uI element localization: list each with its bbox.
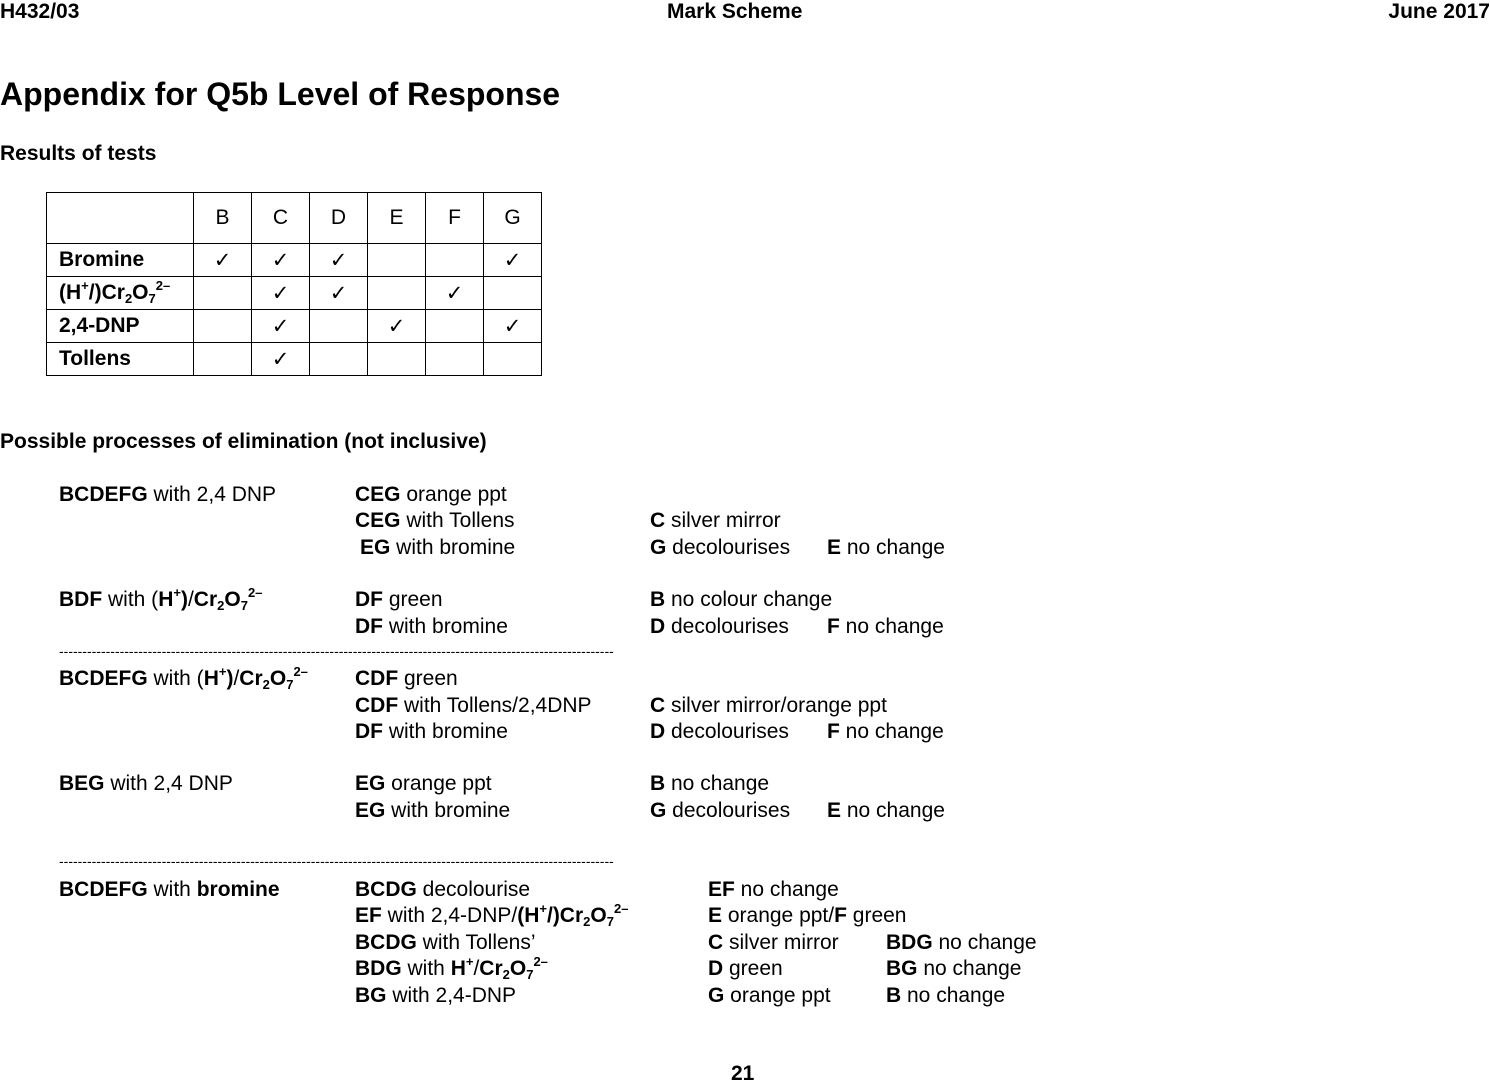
- check-cell: [368, 343, 426, 376]
- process-result: BDG with $H^+/Cr_2O_7^{2-}$: [355, 954, 548, 982]
- column-header: G: [484, 193, 542, 244]
- page-number: 21: [731, 1062, 755, 1085]
- process-result: E no change: [827, 536, 945, 559]
- table-row: [47, 343, 542, 376]
- table-row: [47, 244, 542, 277]
- process-result: DF with bromine: [355, 720, 508, 743]
- check-cell: [194, 343, 252, 376]
- table-row: [47, 310, 542, 343]
- check-cell: [484, 343, 542, 376]
- row-label: Tollens: [47, 343, 194, 376]
- process-result: E no change: [827, 799, 945, 822]
- column-header: E: [368, 193, 426, 244]
- check-cell: [484, 277, 542, 310]
- check-cell: [194, 310, 252, 343]
- process-result: CDF green: [355, 667, 458, 690]
- check-cell: [368, 244, 426, 277]
- check-mark-cell: ✓: [310, 244, 368, 277]
- check-cell: [194, 277, 252, 310]
- check-cell: [310, 310, 368, 343]
- check-mark-cell: ✓: [484, 244, 542, 277]
- page-title: Appendix for Q5b Level of Response: [0, 76, 561, 112]
- check-mark-cell: ✓: [368, 310, 426, 343]
- check-cell: [368, 277, 426, 310]
- process-result: BCDG decolourise: [355, 878, 531, 901]
- dashed-separator: -----------------------------------------------------------------------------------------------------------------------: [59, 643, 614, 659]
- row-label: $(H^+/)Cr_2O_7^{2-}$: [47, 277, 194, 310]
- processes-heading: Possible processes of elimination (not inclusive): [0, 430, 487, 453]
- row-label: 2,4-DNP: [47, 310, 194, 343]
- process-step: BEG with 2,4 DNP: [59, 772, 233, 795]
- process-step: BCDEFG with 2,4 DNP: [59, 483, 277, 506]
- check-cell: [426, 310, 484, 343]
- column-header: C: [252, 193, 310, 244]
- process-result: BDG no change: [886, 931, 1037, 954]
- check-mark-cell: ✓: [194, 244, 252, 277]
- process-result: C silver mirror: [650, 509, 781, 532]
- process-result: DF green: [355, 588, 443, 611]
- dashed-separator: -----------------------------------------------------------------------------------------------------------------------: [59, 853, 614, 869]
- check-mark-cell: ✓: [252, 244, 310, 277]
- process-result: D green: [708, 957, 783, 980]
- process-result: BCDG with Tollens’: [355, 931, 536, 954]
- row-label: Bromine: [47, 244, 194, 277]
- results-heading: Results of tests: [0, 142, 157, 165]
- check-cell: [310, 343, 368, 376]
- process-result: DF with bromine: [355, 615, 508, 638]
- process-step: BCDEFG with bromine: [59, 878, 280, 901]
- table-row: [47, 277, 542, 310]
- check-mark-cell: ✓: [484, 310, 542, 343]
- process-result: CEG orange ppt: [355, 483, 507, 506]
- table-corner-cell: [47, 193, 194, 244]
- process-result: C silver mirror: [708, 931, 839, 954]
- process-result: G orange ppt: [708, 984, 831, 1007]
- check-cell: [426, 343, 484, 376]
- process-result: F no change: [827, 615, 944, 638]
- check-mark-cell: ✓: [252, 310, 310, 343]
- results-table: [46, 192, 542, 376]
- process-result: EG orange ppt: [355, 772, 492, 795]
- process-result: E orange ppt/F green: [708, 904, 907, 927]
- column-header: F: [426, 193, 484, 244]
- process-result: EG with bromine: [360, 536, 516, 559]
- process-result: EF no change: [708, 878, 839, 901]
- process-step: BDF with $(H^+)/Cr_2O_7^{2-}$: [59, 585, 263, 613]
- process-result: D decolourises: [650, 615, 789, 638]
- process-result: C silver mirror/orange ppt: [650, 694, 887, 717]
- header-date: June 2017: [1388, 0, 1490, 23]
- process-result: B no change: [886, 984, 1006, 1007]
- check-mark-cell: ✓: [252, 343, 310, 376]
- process-result: G decolourises: [650, 536, 791, 559]
- process-result: F no change: [827, 720, 944, 743]
- header-code: H432/03: [0, 0, 80, 23]
- check-cell: [426, 244, 484, 277]
- process-result: CEG with Tollens: [355, 509, 515, 532]
- process-result: EF with $2,4-DNP/(H^+/)Cr_2O_7^{2-}$: [355, 901, 629, 929]
- column-header: D: [310, 193, 368, 244]
- process-result: G decolourises: [650, 799, 791, 822]
- check-mark-cell: ✓: [310, 277, 368, 310]
- process-result: CDF with Tollens/2,4DNP: [355, 694, 592, 717]
- header-title: Mark Scheme: [667, 0, 803, 23]
- check-mark-cell: ✓: [426, 277, 484, 310]
- process-result: D decolourises: [650, 720, 789, 743]
- process-result: B no colour change: [650, 588, 833, 611]
- column-header: B: [194, 193, 252, 244]
- process-result: EG with bromine: [355, 799, 511, 822]
- process-result: B no change: [650, 772, 770, 795]
- process-result: BG no change: [886, 957, 1022, 980]
- check-mark-cell: ✓: [252, 277, 310, 310]
- process-result: BG with 2,4-DNP: [355, 984, 517, 1007]
- process-step: BCDEFG with $(H^+)/Cr_2O_7^{2-}$: [59, 664, 308, 692]
- table-header-row: [47, 193, 542, 244]
